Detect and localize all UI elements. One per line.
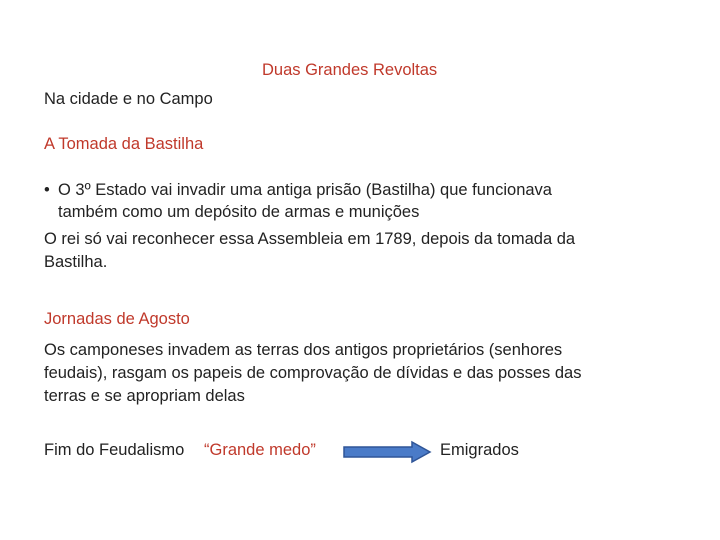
paragraph-rei <box>44 228 575 274</box>
subtitle-city-country: Na cidade e no Campo <box>44 90 213 108</box>
bullet-text-line-2: também como um depósito de armas e munições <box>58 203 420 221</box>
bullet-item-bastilha <box>44 179 684 223</box>
section-heading-bastilha: A Tomada da Bastilha <box>44 135 204 153</box>
fim-feudalismo-label: Fim do Feudalismo <box>44 441 185 459</box>
paragraph-camponeses-line-3: terras e se apropriam delas <box>44 387 245 405</box>
right-arrow-icon <box>342 440 432 464</box>
bullet-dot: • <box>44 181 50 199</box>
paragraph-camponeses-line-2: feudais), rasgam os papeis de comprovação de dívidas e das posses das <box>44 364 582 382</box>
paragraph-camponeses-line-1: Os camponeses invadem as terras dos antigos proprietários (senhores <box>44 341 563 359</box>
emigrados-label: Emigrados <box>440 441 519 459</box>
slide-title: Duas Grandes Revoltas <box>262 61 438 79</box>
paragraph-rei-line-2: Bastilha. <box>44 253 108 271</box>
paragraph-rei-line-1: O rei só vai reconhecer essa Assembleia em 1789, depois da tomada da <box>44 230 576 248</box>
grande-medo-label: “Grande medo” <box>204 441 316 459</box>
section-heading-agosto: Jornadas de Agosto <box>44 310 190 328</box>
bullet-text-line-1: O 3º Estado vai invadir uma antiga prisão (Bastilha) que funcionava <box>58 181 552 199</box>
paragraph-camponeses <box>44 339 581 408</box>
